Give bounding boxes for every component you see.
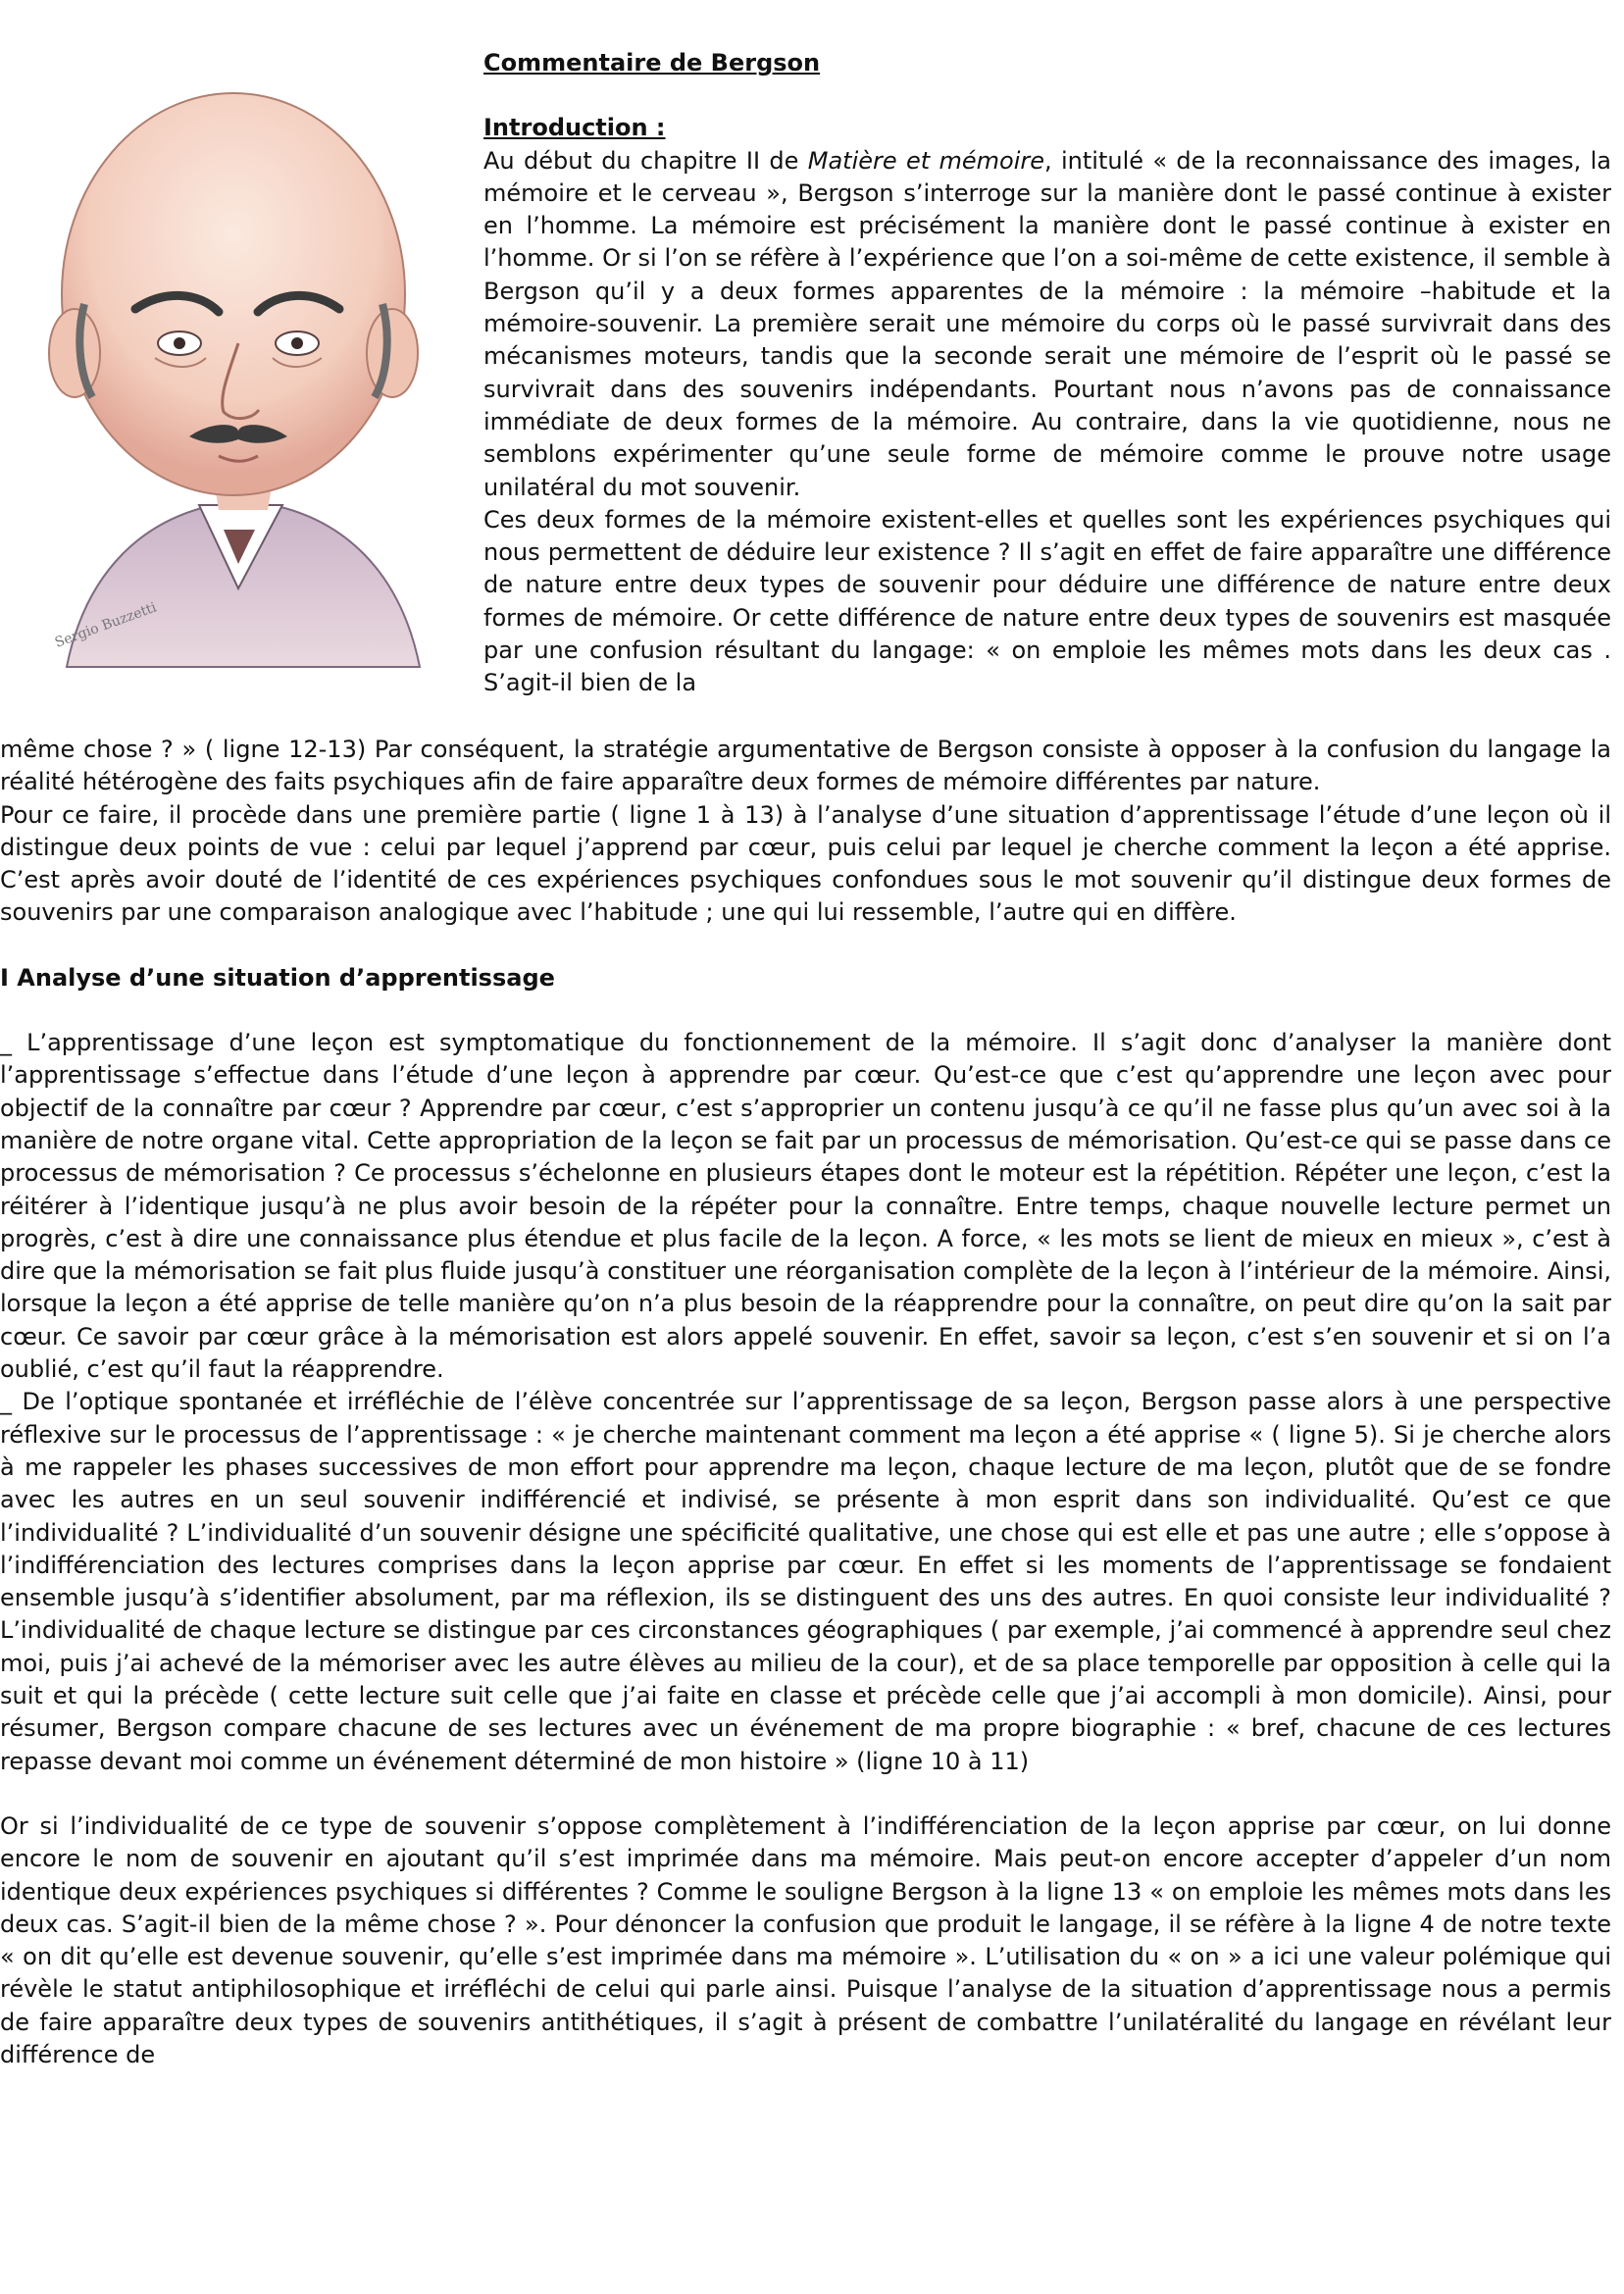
section-1-paragraph-2: _ De l’optique spontanée et irréfléchie de l’élève concentrée sur l’apprentissage de sa leçon, Bergson passe alors à une perspective réflexive sur le processus de l’apprentissage : « je cherche maintenant comment ma leçon a été apprise « ( ligne 5). Si je cherche alors à me rappeler les phases successives de mon effort pour apprendre ma leçon, chaque lecture de ma leçon, plutôt que de se fondre avec les autres en un seul souvenir indifférencié et indivisé, se présente à mon esprit dans son individualité. Qu’est ce que l’individualité ? L’individualité d’un souvenir désigne une spécificité qualitative, une chose qui est elle et pas une autre ; elle s’oppose à l’indifférenciation des lectures comprises dans la leçon apprise par cœur. En effet si les moments de l’apprentissage se fondaient ensemble jusqu’à s’identifier absolument, par ma réflexion, ils se distinguent des uns des autres. En quoi consiste leur individualité ? L’individualité de chaque lecture se distingue par ces circonstances géographiques ( par exemple, j’ai commencé à apprendre seul chez moi, puis j’ai achevé de la mémoriser avec les autre élèves au milieu de la cour), et de sa place temporelle par opposition à celle qui la suit et qui la précède ( cette lecture suit celle que j’ai faite en classe et précède celle que j’ai accompli à mon domicile). Ainsi, pour résumer, Bergson compare chacune de ses lectures avec un événement de ma propre biographie : « bref, chacune de ces lectures repasse devant moi comme un événement déterminé de mon histoire » (ligne 10 à 11) (0, 1388, 1611, 1775)
body-text (0, 734, 1611, 2071)
svg-text:Sergio Buzzetti: Sergio Buzzetti (52, 599, 159, 651)
section-1-heading: I Analyse d’une situation d’apprentissage (0, 963, 555, 992)
intro-paragraph-1 (483, 145, 1611, 504)
section-1-paragraph-1: _ L’apprentissage d’une leçon est symptomatique du fonctionnement de la mémoire. Il s’agit donc d’analyser la manière dont l’apprentissage s’effectue dans l’étude d’une leçon à apprendre par cœur. Qu’est-ce que c’est qu’apprendre une leçon avec pour objectif de la connaître par cœur ? Apprendre par cœur, c’est s’approprier un contenu jusqu’à ce qu’il ne fasse plus qu’un avec soi à la manière de notre organe vital. Cette appropriation de la leçon se fait par un processus de mémorisation. Qu’est-ce qui se passe dans ce processus de mémorisation ? Ce processus s’échelonne en plusieurs étapes dont le moteur est la répétition. Répéter une leçon, c’est la réitérer à l’identique jusqu’à ne plus avoir besoin de la répéter pour la connaître. Entre temps, chaque nouvelle lecture permet un progrès, c’est à dire une connaissance plus étendue et plus facile de la leçon. A force, « les mots se lient de mieux en mieux », c’est à dire que la mémorisation se fait plus fluide jusqu’à constituer une réorganisation complète de la leçon à l’intérieur de la mémoire. Ainsi, lorsque la leçon a été apprise de telle manière qu’on n’a plus besoin de la réapprendre pour la connaître, on peut dire qu’on la sait par cœur. Ce savoir par cœur grâce à la mémorisation est alors appelé souvenir. En effet, savoir sa leçon, c’est s’en souvenir et si on l’a oublié, c’est qu’il faut la réapprendre. (0, 1029, 1611, 1384)
intro-column (483, 47, 1611, 700)
intro-paragraph-2-part: Ces deux formes de la mémoire existent-elles et quelles sont les expériences psychiques qui nous permettent de déduire leur existence ? Il s’agit en effet de faire apparaître une différence de nature entre deux types de souvenir pour déduire une différence de nature entre deux formes de mémoire. Or cette différence de nature entre deux types de souvenirs est masquée par une confusion résultant du langage: « on emploie les mêmes mots dans les deux cas . S’agit-il bien de la (483, 505, 1611, 697)
bergson-caricature-image (27, 59, 459, 706)
intro-paragraph-2-continued: même chose ? » ( ligne 12-13) Par conséquent, la stratégie argumentative de Bergson consiste à opposer à la confusion du langage la réalité hétérogène des faits psychiques afin de faire apparaître deux formes de mémoire différentes par nature. (0, 736, 1611, 796)
intro-text-start: Au début du chapitre II de (483, 146, 808, 175)
section-1-paragraph-3: Or si l’individualité de ce type de souvenir s’oppose complètement à l’indifférenciation de la leçon apprise par cœur, on lui donne encore le nom de souvenir en ajoutant qu’il s’est imprimée dans ma mémoire. Mais peut-on encore accepter d’appeler d’un nom identique deux expériences psychiques si différentes ? Comme le souligne Bergson à la ligne 13 « on emploie les mêmes mots dans les deux cas. S’agit-il bien de la même chose ? ». Pour dénoncer la confusion que produit le langage, il se réfère à la ligne 4 de notre texte « on dit qu’elle est devenue souvenir, qu’elle s’est imprimée dans ma mémoire ». L’utilisation du « on » a ici une valeur polémique qui révèle le statut antiphilosophique et irréfléchi de celui qui parle ainsi. Puisque l’analyse de la situation d’apprentissage nous a permis de faire apparaître deux types de souvenirs antithétiques, il s’agit à présent de combattre l’unilatéralité du langage en révélant leur différence de (0, 1811, 1611, 2068)
intro-text-continued: , intitulé « de la reconnaissance des images, la mémoire et le cerveau », Bergson s’interroge sur la manière dont le passé continue à exister en l’homme. La mémoire est précisément la manière dont le passé continue à exister en l’homme. Or si l’on se réfère à l’expérience que l’on a soi-même de cette existence, il semble à Bergson qu’il y a deux formes apparentes de la mémoire : la mémoire –habitude et la mémoire-souvenir. La première serait une mémoire du corps où le passé survivrait dans des mécanismes moteurs, tandis que la seconde serait une mémoire de l’esprit où le passé se survivrait dans des souvenirs indépendants. Pourtant nous n’avons pas de connaissance immédiate de deux formes de la mémoire. Au contraire, dans la vie quotidienne, nous ne semblons expérimenter qu’une seule forme de mémoire comme le prouve notre usage unilatéral du mot souvenir. (483, 146, 1611, 501)
document-title: Commentaire de Bergson (483, 49, 821, 76)
book-title: Matière et mémoire (807, 146, 1045, 175)
intro-paragraph-3: Pour ce faire, il procède dans une première partie ( ligne 1 à 13) à l’analyse d’une situation d’apprentissage l’étude d’une leçon où il distingue deux points de vue : celui par lequel j’apprend par cœur, puis celui par lequel je cherche comment la leçon a été apprise. C’est après avoir douté de l’identité de ces expériences psychiques confondues sous le mot souvenir qu’il distingue deux formes de souvenirs par une comparaison analogique avec l’habitude ; une qui lui ressemble, l’autre qui en diffère. (0, 800, 1611, 927)
intro-heading: Introduction : (483, 114, 666, 142)
